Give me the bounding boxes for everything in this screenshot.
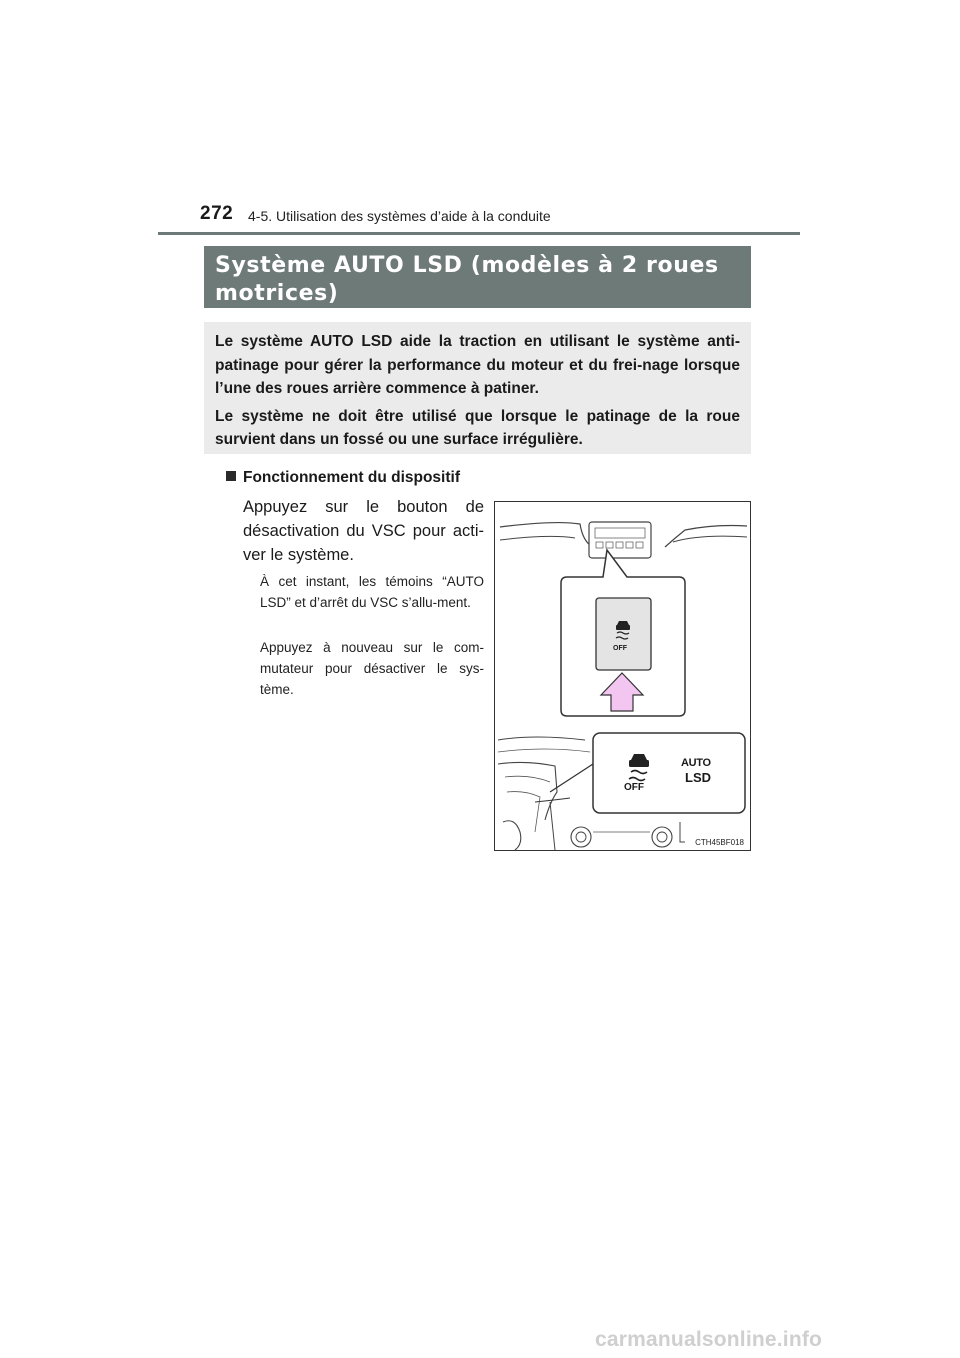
indicator-auto-label: AUTO [681, 757, 711, 769]
note-deactivate: Appuyez à nouveau sur le com-mutateur pour désactiver le sys-tème. [260, 640, 484, 697]
intro-paragraph-1: Le système AUTO LSD aide la traction en utilisant le système anti-patinage pour gérer la performance du moteur et du frei-nage lorsque l’une des roues arrière commence à patiner. [215, 333, 740, 397]
title-line-2: motrices) [215, 281, 339, 306]
figure-code: CTH45BF018 [695, 838, 744, 847]
note-indicators: À cet instant, les témoins “AUTO LSD” et d’arrêt du VSC s’allu-ment. [260, 574, 484, 610]
square-bullet-icon [226, 471, 236, 481]
title-line-1: Système AUTO LSD (modèles à 2 roues [215, 253, 719, 278]
subsection-heading [226, 469, 460, 487]
watermark: carmanualsonline.info [595, 1328, 823, 1351]
subsection-heading-text: Fonctionnement du dispositif [243, 469, 460, 486]
page-number: 272 [200, 203, 234, 224]
indicator-off-label: OFF [624, 782, 644, 793]
switch-off-label: OFF [613, 645, 627, 652]
section-header: 4-5. Utilisation des systèmes d’aide à la conduite [248, 208, 551, 224]
header-divider [158, 232, 800, 235]
instruction-text: Appuyez sur le bouton de désactivation du VSC pour acti-ver le système. [243, 498, 484, 564]
dashboard-illustration [495, 502, 750, 850]
illustration-figure [494, 501, 751, 851]
indicator-lsd-label: LSD [685, 770, 711, 785]
intro-box [204, 322, 751, 454]
intro-paragraph-2: Le système ne doit être utilisé que lorsque le patinage de la roue survient dans un fossé ou une surface irrégulière. [215, 407, 740, 448]
section-title [204, 246, 751, 308]
